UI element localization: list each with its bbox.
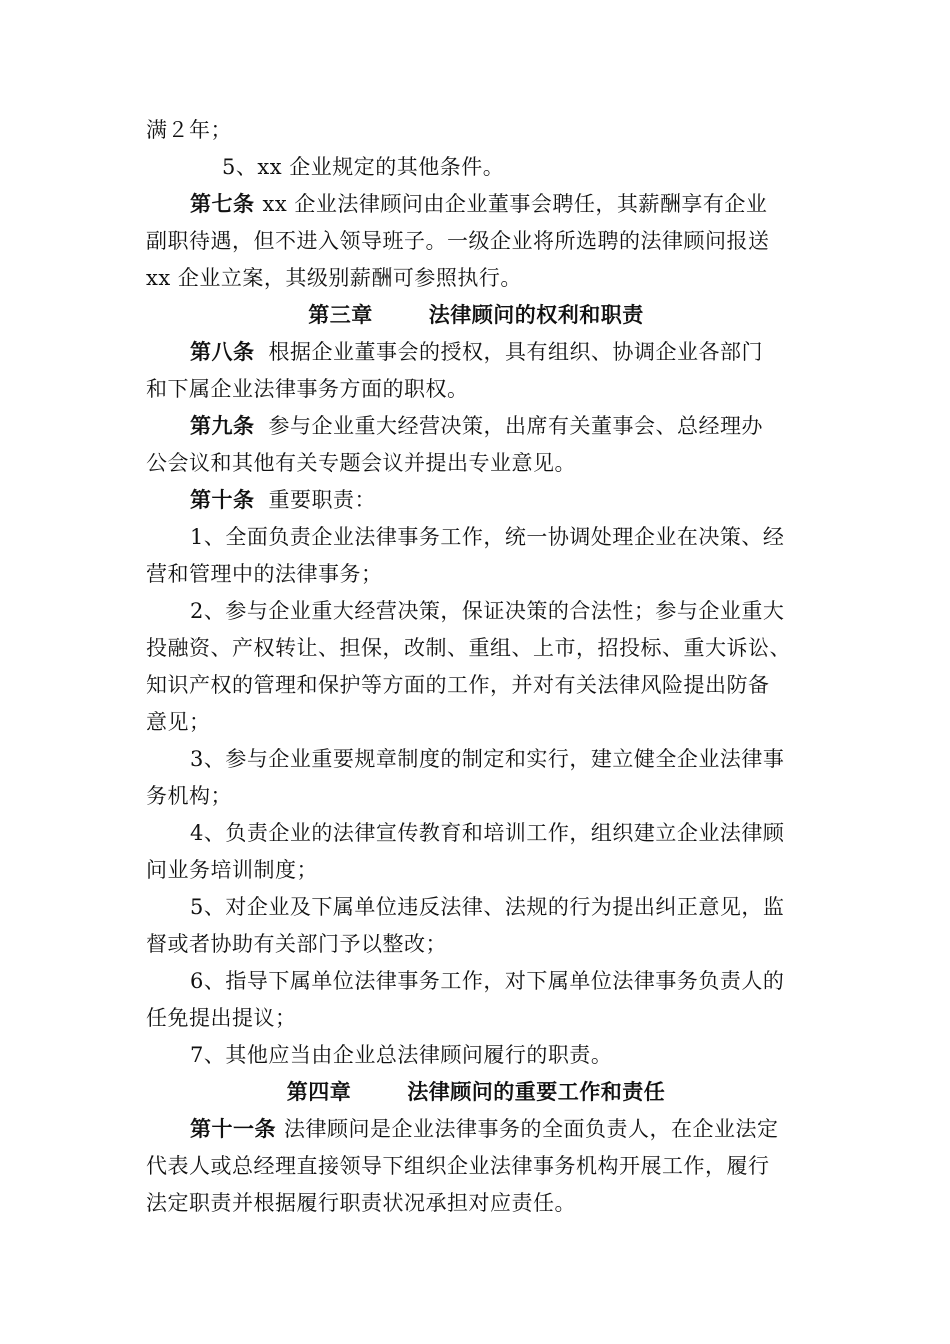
text-line xyxy=(146,223,806,260)
text: 和下属企业法律事务方面的职权。 xyxy=(146,377,469,401)
text-line xyxy=(146,778,806,815)
text: 7、其他应当由企业总法律顾问履行的职责。 xyxy=(190,1043,613,1067)
text: 4、负责企业的法律宣传教育和培训工作，组织建立企业法律顾 xyxy=(190,821,785,845)
text: 公会议和其他有关专题会议并提出专业意见。 xyxy=(146,451,576,475)
text-line xyxy=(146,667,806,704)
text: 5、xx 企业规定的其他条件。 xyxy=(222,155,505,179)
chapter-title: 法律顾问的重要工作和责任 xyxy=(407,1080,666,1104)
article-7 xyxy=(146,186,806,223)
text: 1、全面负责企业法律事务工作，统一协调处理企业在决策、经 xyxy=(190,525,785,549)
text: 法律顾问是企业法律事务的全面负责人，在企业法定 xyxy=(284,1117,779,1141)
article-heading: 第七条 xyxy=(190,192,255,216)
document-page xyxy=(146,112,806,1222)
text-line xyxy=(146,260,806,297)
text: xx 企业立案，其级别薪酬可参照执行。 xyxy=(146,266,522,290)
text: 法定职责并根据履行职责状况承担对应责任。 xyxy=(146,1191,576,1215)
article-8 xyxy=(146,334,806,371)
text: 任免提出提议； xyxy=(146,1006,297,1030)
text-line xyxy=(146,556,806,593)
text: 根据企业董事会的授权，具有组织、协调企业各部门 xyxy=(268,340,763,364)
text-line xyxy=(146,149,806,186)
list-item xyxy=(146,889,806,926)
text: 问业务培训制度； xyxy=(146,858,318,882)
article-heading: 第八条 xyxy=(190,340,255,364)
text-line xyxy=(146,630,806,667)
text-line xyxy=(146,1000,806,1037)
article-11 xyxy=(146,1111,806,1148)
text: 满２年； xyxy=(146,118,232,142)
text: 代表人或总经理直接领导下组织企业法律事务机构开展工作，履行 xyxy=(146,1154,770,1178)
article-heading: 第十条 xyxy=(190,488,255,512)
text-line xyxy=(146,1185,806,1222)
chapter-4-title xyxy=(146,1074,806,1111)
text: 6、指导下属单位法律事务工作，对下属单位法律事务负责人的 xyxy=(190,969,785,993)
text: 2、参与企业重大经营决策，保证决策的合法性；参与企业重大 xyxy=(190,599,785,623)
chapter-number: 第三章 xyxy=(308,303,373,327)
list-item xyxy=(146,963,806,1000)
article-10 xyxy=(146,482,806,519)
text: 5、对企业及下属单位违反法律、法规的行为提出纠正意见，监 xyxy=(190,895,785,919)
chapter-number: 第四章 xyxy=(286,1080,352,1104)
text: 意见； xyxy=(146,710,211,734)
text: 副职待遇，但不进入领导班子。一级企业将所选聘的法律顾问报送 xyxy=(146,229,770,253)
text-line xyxy=(146,926,806,963)
text-line xyxy=(146,1148,806,1185)
text: 投融资、产权转让、担保，改制、重组、上市，招投标、重大诉讼、 xyxy=(146,636,791,660)
article-heading: 第十一条 xyxy=(190,1117,276,1141)
list-item xyxy=(146,1037,806,1074)
chapter-title: 法律顾问的权利和职责 xyxy=(428,303,644,327)
list-item xyxy=(146,519,806,556)
text-line xyxy=(146,112,806,149)
text: 知识产权的管理和保护等方面的工作，并对有关法律风险提出防备 xyxy=(146,673,770,697)
chapter-3-title xyxy=(146,297,806,334)
text-line xyxy=(146,445,806,482)
text: xx 企业法律顾问由企业董事会聘任，其薪酬享有企业 xyxy=(262,192,768,216)
text: 营和管理中的法律事务； xyxy=(146,562,383,586)
list-item xyxy=(146,741,806,778)
text-line xyxy=(146,852,806,889)
text: 务机构； xyxy=(146,784,232,808)
text: 督或者协助有关部门予以整改； xyxy=(146,932,447,956)
article-9 xyxy=(146,408,806,445)
text: 3、参与企业重要规章制度的制定和实行，建立健全企业法律事 xyxy=(190,747,785,771)
text-line xyxy=(146,371,806,408)
article-heading: 第九条 xyxy=(190,414,255,438)
text: 参与企业重大经营决策，出席有关董事会、总经理办 xyxy=(268,414,763,438)
text-line xyxy=(146,704,806,741)
text: 重要职责： xyxy=(268,488,376,512)
list-item xyxy=(146,815,806,852)
list-item xyxy=(146,593,806,630)
